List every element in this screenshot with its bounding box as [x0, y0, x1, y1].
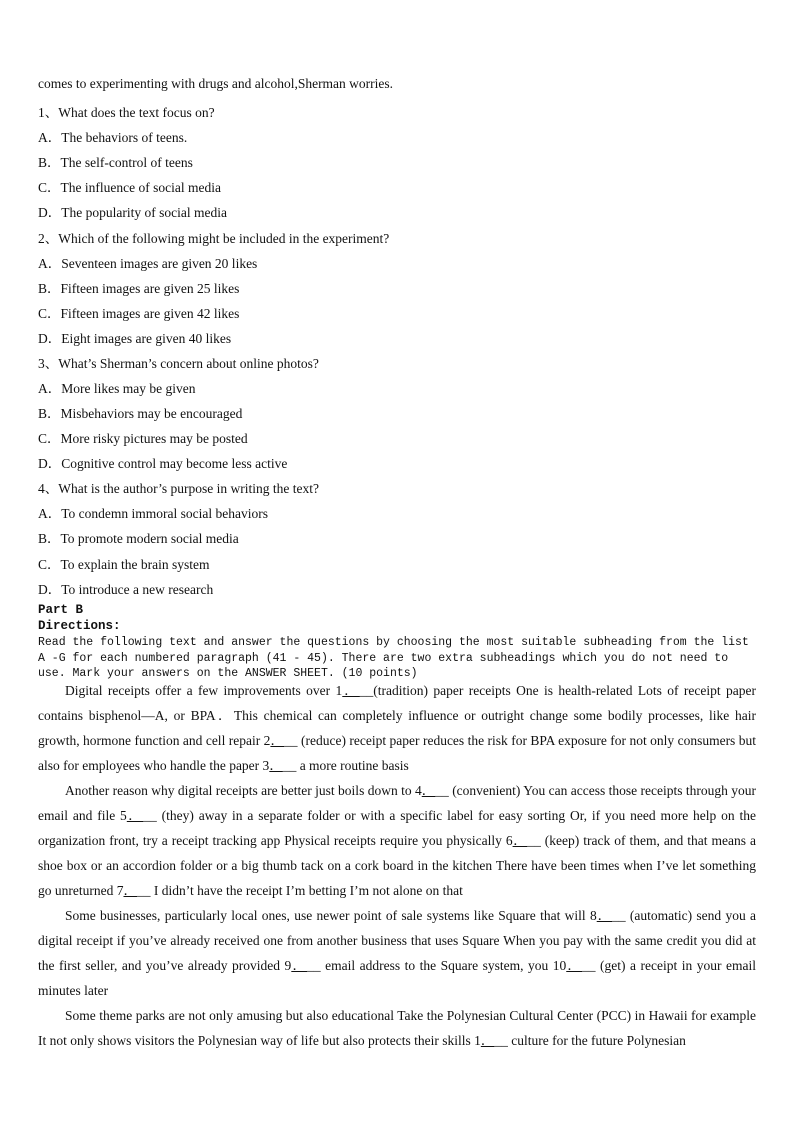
answer-option: A．Seventeen images are given 20 likes: [38, 256, 258, 271]
passage-paragraph: [38, 1003, 756, 1053]
answer-option: C．Fifteen images are given 42 likes: [38, 306, 240, 321]
answer-option: A．To condemn immoral social behaviors: [38, 506, 269, 521]
continuation-line: comes to experimenting with drugs and alcohol,Sherman worries.: [38, 76, 394, 91]
passage-text: Another reason why digital receipts are better just boils down to 4: [65, 783, 422, 798]
blank-marker: ．: [342, 683, 360, 698]
passage-text: __ (get) a receipt in your email minutes later: [38, 958, 757, 998]
blank-marker: ．: [269, 758, 283, 773]
answer-option: B．Fifteen images are given 25 likes: [38, 281, 240, 296]
answer-option: B．Misbehaviors may be encouraged: [38, 406, 243, 421]
passage-text: __ (reduce) receipt paper reduces the risk for BPA exposure for not only consumers but also for employees who handle the paper 3: [38, 733, 756, 773]
passage-text: Some theme parks are not only amusing but also educational Take the Polynesian Cultural Center (PCC) in Hawaii for example It not only shows visitors the Polynesian way of life but also protects their skills 1: [38, 1008, 756, 1048]
answer-option: D．Cognitive control may become less active: [38, 456, 288, 471]
passage-paragraph: [38, 778, 756, 903]
answer-option: B．To promote modern social media: [38, 531, 239, 546]
question-stem: 2、Which of the following might be included in the experiment?: [38, 231, 390, 246]
answer-option: D．The popularity of social media: [38, 205, 227, 220]
answer-option: B．The self-control of teens: [38, 155, 193, 170]
blank-marker: ．: [421, 783, 436, 798]
passage-text: __ I didn’t have the receipt I’m betting I’m not alone on that: [136, 883, 463, 898]
answer-option: D．To introduce a new research: [38, 582, 214, 597]
blank-marker: ．: [596, 908, 613, 923]
passage-text: Some businesses, particularly local ones, use newer point of sale systems like Square that will 8: [65, 908, 597, 923]
answer-option: C．The influence of social media: [38, 180, 221, 195]
blank-marker: ．: [126, 808, 144, 823]
blank-marker: ．: [480, 1033, 495, 1048]
passage-text: __ email address to the Square system, you 10: [307, 958, 567, 973]
passage-paragraph: [38, 678, 756, 778]
answer-option: D．Eight images are given 40 likes: [38, 331, 232, 346]
answer-option: A．The behaviors of teens.: [38, 130, 188, 145]
passage-text: __ (keep) track of them, and that means a shoe box or an accordion folder or a big thumb tack on a cork board in the kitchen There have been times when I’ve let something go unreturned 7: [38, 833, 756, 898]
passage-text: __ (convenient) You can access those receipts through your email and file 5: [38, 783, 756, 823]
question-stem: 4、What is the author’s purpose in writing the text?: [38, 481, 319, 496]
answer-option: C．To explain the brain system: [38, 557, 210, 572]
blank-marker: ．: [512, 833, 528, 848]
passage-paragraph: [38, 903, 756, 1003]
question-stem: 1、What does the text focus on?: [38, 105, 215, 120]
blank-marker: ．: [123, 883, 137, 898]
passage-text: __ (they) away in a separate folder or with a specific label for easy sorting Or, if you need more help on the organization front, try a receipt tracking app Physical receipts require you physically 6: [38, 808, 757, 848]
directions-label: Directions:: [38, 619, 121, 633]
blank-marker: ．: [566, 958, 583, 973]
question-stem: 3、What’s Sherman’s concern about online photos?: [38, 356, 319, 371]
directions-text: Read the following text and answer the questions by choosing the most suitable subheading from the list A -G for each numbered paragraph (41 - 45). There are two extra subheadings which you do not need to use. Mark your answers on the ANSWER SHEET. (10 points): [38, 636, 749, 681]
passage-text: __ a more routine basis: [282, 758, 409, 773]
blank-marker: ．: [291, 958, 308, 973]
answer-option: A．More likes may be given: [38, 381, 196, 396]
passage-text: __ culture for the future Polynesian: [494, 1033, 686, 1048]
blank-marker: ．: [270, 733, 285, 748]
section-title: Part B: [38, 603, 84, 617]
passage-text: __ (automatic) send you a digital receipt if you’ve already received one from another business that uses Square When you pay with the same credit you did at the first seller, and you’ve already provided 9: [38, 908, 756, 973]
answer-option: C．More risky pictures may be posted: [38, 431, 248, 446]
passage-text: __(tradition) paper receipts One is health-related Lots of receipt paper contains bisphenol—A, or BPA．This chemical can completely influence or outright change some bodily processes, like hair growth, hormone function and cell repair 2: [38, 683, 756, 748]
passage-text: Digital receipts offer a few improvements over 1: [65, 683, 343, 698]
